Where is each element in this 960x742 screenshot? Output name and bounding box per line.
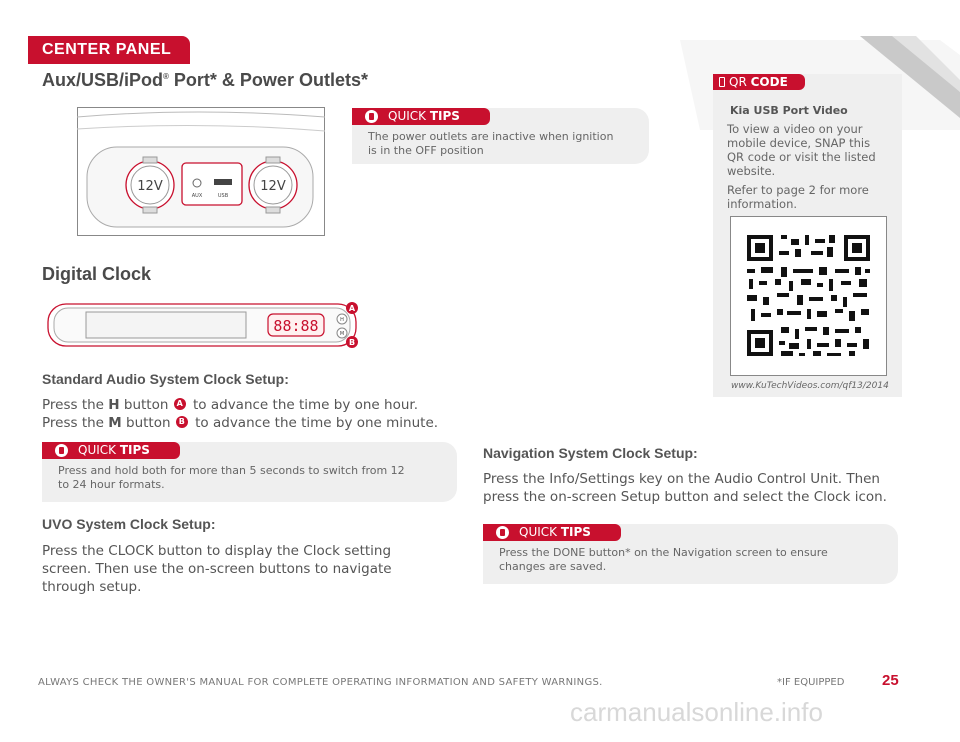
phone-icon xyxy=(719,77,725,87)
standard-setup-title: Standard Audio System Clock Setup: xyxy=(42,371,289,387)
quick-tip-done xyxy=(483,524,898,584)
qr-title: Kia USB Port Video xyxy=(730,104,848,117)
qr-code-icon xyxy=(731,217,886,375)
tip-icon xyxy=(496,526,509,539)
page-number: 25 xyxy=(882,672,899,689)
badge-b: B xyxy=(176,416,188,428)
left-outlet-label: 12V xyxy=(137,179,163,194)
callout-b: B xyxy=(348,338,356,347)
callout-a: A xyxy=(348,304,356,313)
footer-if-equipped: *IF EQUIPPED xyxy=(777,677,845,688)
uvo-setup-text: Press the CLOCK button to display the Clock setting screen. Then use the on-screen buttons to navigate through setup. xyxy=(42,543,392,595)
quick-tip-power xyxy=(352,108,649,164)
qr-url[interactable]: www.KuTechVideos.com/qf13/2014 xyxy=(731,381,889,391)
quick-tip-label: QUICK TIPS xyxy=(352,108,490,125)
watermark: carmanualsonline.info xyxy=(570,697,823,727)
clock-illustration xyxy=(46,300,364,348)
badge-a: A xyxy=(174,398,186,410)
usb-label: USB xyxy=(217,193,229,199)
h-button-label: H xyxy=(340,317,344,323)
clock-heading: Digital Clock xyxy=(42,264,152,284)
right-outlet-label: 12V xyxy=(260,179,286,194)
qr-code-label: QR CODE xyxy=(713,74,805,90)
quick-tip-text: The power outlets are inactive when ignition is in the OFF position xyxy=(368,130,614,157)
standard-setup-text: Press the H button A to advance the time by one hour. Press the M button B to advance the time by one minute. xyxy=(42,397,439,431)
footer-warning: ALWAYS CHECK THE OWNER'S MANUAL FOR COMPLETE OPERATING INFORMATION AND SAFETY WARNINGS. xyxy=(38,677,603,688)
quick-tip-text: Press the DONE button* on the Navigation screen to ensure changes are saved. xyxy=(499,546,828,573)
quick-tip-hold xyxy=(42,442,457,502)
quick-tip-label: QUICK TIPS xyxy=(483,524,621,541)
uvo-setup-title: UVO System Clock Setup: xyxy=(42,516,216,532)
qr-description: To view a video on your mobile device, SNAP this QR code or visit the listed website. Refer to page 2 for more information. xyxy=(727,122,876,211)
nav-setup-title: Navigation System Clock Setup: xyxy=(483,445,698,461)
port-heading: Aux/USB/iPod® Port* & Power Outlets* xyxy=(42,70,368,90)
nav-setup-text: Press the Info/Settings key on the Audio Control Unit. Then press the on-screen Setup button and select the Clock icon. xyxy=(483,471,887,505)
section-tab: CENTER PANEL xyxy=(28,36,190,64)
aux-label: AUX xyxy=(191,193,203,199)
tip-icon xyxy=(55,444,68,457)
tip-icon xyxy=(365,110,378,123)
clock-display-digits: 88:88 xyxy=(273,317,319,335)
quick-tip-text: Press and hold both for more than 5 seconds to switch from 12 to 24 hour formats. xyxy=(58,464,405,491)
port-outlet-illustration xyxy=(77,107,325,236)
qr-code-image[interactable] xyxy=(730,216,887,376)
m-button-label: M xyxy=(339,331,345,337)
quick-tip-label: QUICK TIPS xyxy=(42,442,180,459)
